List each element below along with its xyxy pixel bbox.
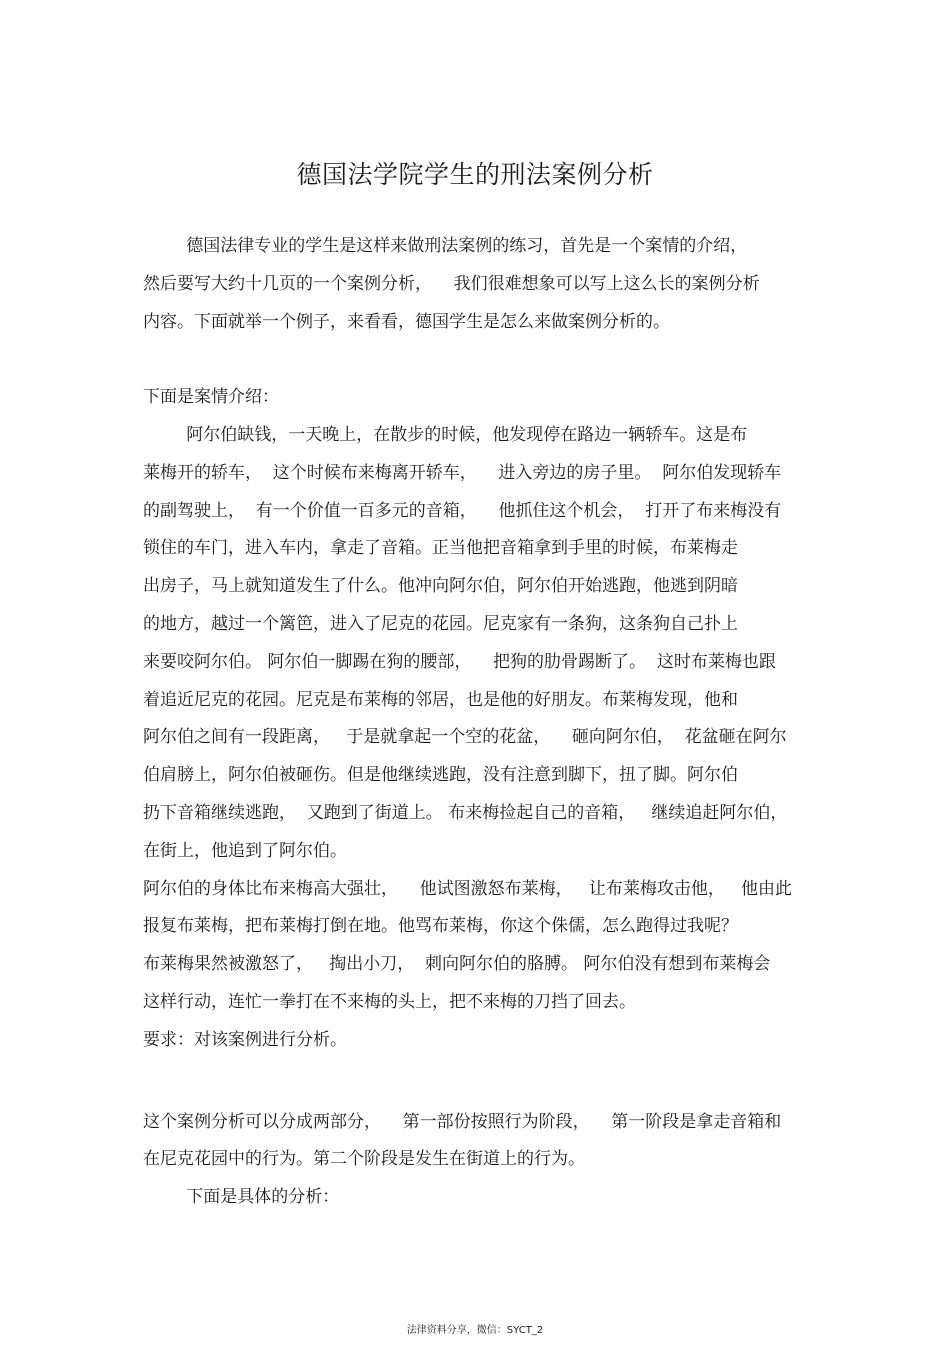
section-heading: 下面是案情介绍： bbox=[143, 387, 279, 408]
text-line: 在尼克花园中的行为。第二个阶段是发生在街道上的行为。 bbox=[143, 1149, 585, 1170]
document-body bbox=[143, 228, 823, 1217]
text-line: 阿尔伯的身体比布来梅高大强壮， 他试图激怒布莱梅， 让布莱梅攻击他， 他由此 bbox=[143, 878, 793, 899]
text-line: 下面是具体的分析： bbox=[143, 1187, 340, 1208]
text-line: 着追近尼克的花园。尼克是布莱梅的邻居，也是他的好朋友。布莱梅发现，他和 bbox=[143, 689, 738, 710]
text-line: 扔下音箱继续逃跑， 又跑到了街道上。 布来梅捡起自己的音箱， 继续追赶阿尔伯， bbox=[143, 802, 788, 823]
blank-line bbox=[143, 1060, 823, 1104]
text-line: 这个案例分析可以分成两部分， 第一部份按照行为阶段， 第一阶段是拿走音箱和 bbox=[143, 1111, 782, 1132]
blank-line bbox=[143, 341, 823, 379]
text-line: 布莱梅果然被激怒了， 掏出小刀， 刺向阿尔伯的胳膊。 阿尔伯没有想到布莱梅会 bbox=[143, 954, 771, 975]
text-line: 德国法律专业的学生是这样来做刑法案例的练习，首先是一个案情的介绍， bbox=[143, 236, 748, 256]
document-title: 德国法学院学生的刑法案例分析 bbox=[296, 160, 654, 189]
page-footer: 法律资料分享，微信：SYCT_2 bbox=[406, 1325, 544, 1336]
text-line: 伯肩膀上，阿尔伯被砸伤。但是他继续逃跑，没有注意到脚下，扭了脚。阿尔伯 bbox=[143, 765, 738, 786]
text-line: 阿尔伯缺钱，一天晚上，在散步的时候，他发现停在路边一辆轿车。这是布 bbox=[143, 424, 748, 445]
text-line: 的地方，越过一个篱笆，进入了尼克的花园。尼克家有一条狗，这条狗自己扑上 bbox=[143, 613, 738, 634]
text-line: 阿尔伯之间有一段距离， 于是就拿起一个空的花盆， 砸向阿尔伯， 花盆砸在阿尔 bbox=[143, 727, 787, 748]
text-line: 内容。下面就举一个例子，来看看，德国学生是怎么来做案例分析的。 bbox=[143, 311, 670, 332]
text-line: 锁住的车门，进入车内，拿走了音箱。正当他把音箱拿到手里的时候，布莱梅走 bbox=[143, 538, 738, 559]
text-line: 这样行动，连忙一拳打在不来梅的头上，把不来梅的刀挡了回去。 bbox=[143, 991, 636, 1012]
text-line: 然后要写大约十几页的一个案例分析， 我们很难想象可以写上这么长的案例分析 bbox=[143, 273, 760, 294]
text-line: 来要咬阿尔伯。 阿尔伯一脚踢在狗的腰部， 把狗的肋骨踢断了。 这时布莱梅也跟 bbox=[143, 651, 776, 672]
text-line: 出房子，马上就知道发生了什么。他冲向阿尔伯，阿尔伯开始逃跑，他逃到阴暗 bbox=[143, 576, 738, 597]
text-line: 的副驾驶上， 有一个价值一百多元的音箱， 他抓住这个机会， 打开了布来梅没有 bbox=[143, 500, 782, 521]
requirement-line: 要求：对该案例进行分析。 bbox=[143, 1029, 347, 1050]
text-line: 莱梅开的轿车， 这个时候布来梅离开轿车， 进入旁边的房子里。 阿尔伯发现轿车 bbox=[143, 462, 782, 483]
text-line: 在街上，他追到了阿尔伯。 bbox=[143, 840, 347, 861]
text-line: 报复布莱梅，把布莱梅打倒在地。他骂布莱梅，你这个侏儒，怎么跑得过我呢？ bbox=[143, 916, 738, 937]
